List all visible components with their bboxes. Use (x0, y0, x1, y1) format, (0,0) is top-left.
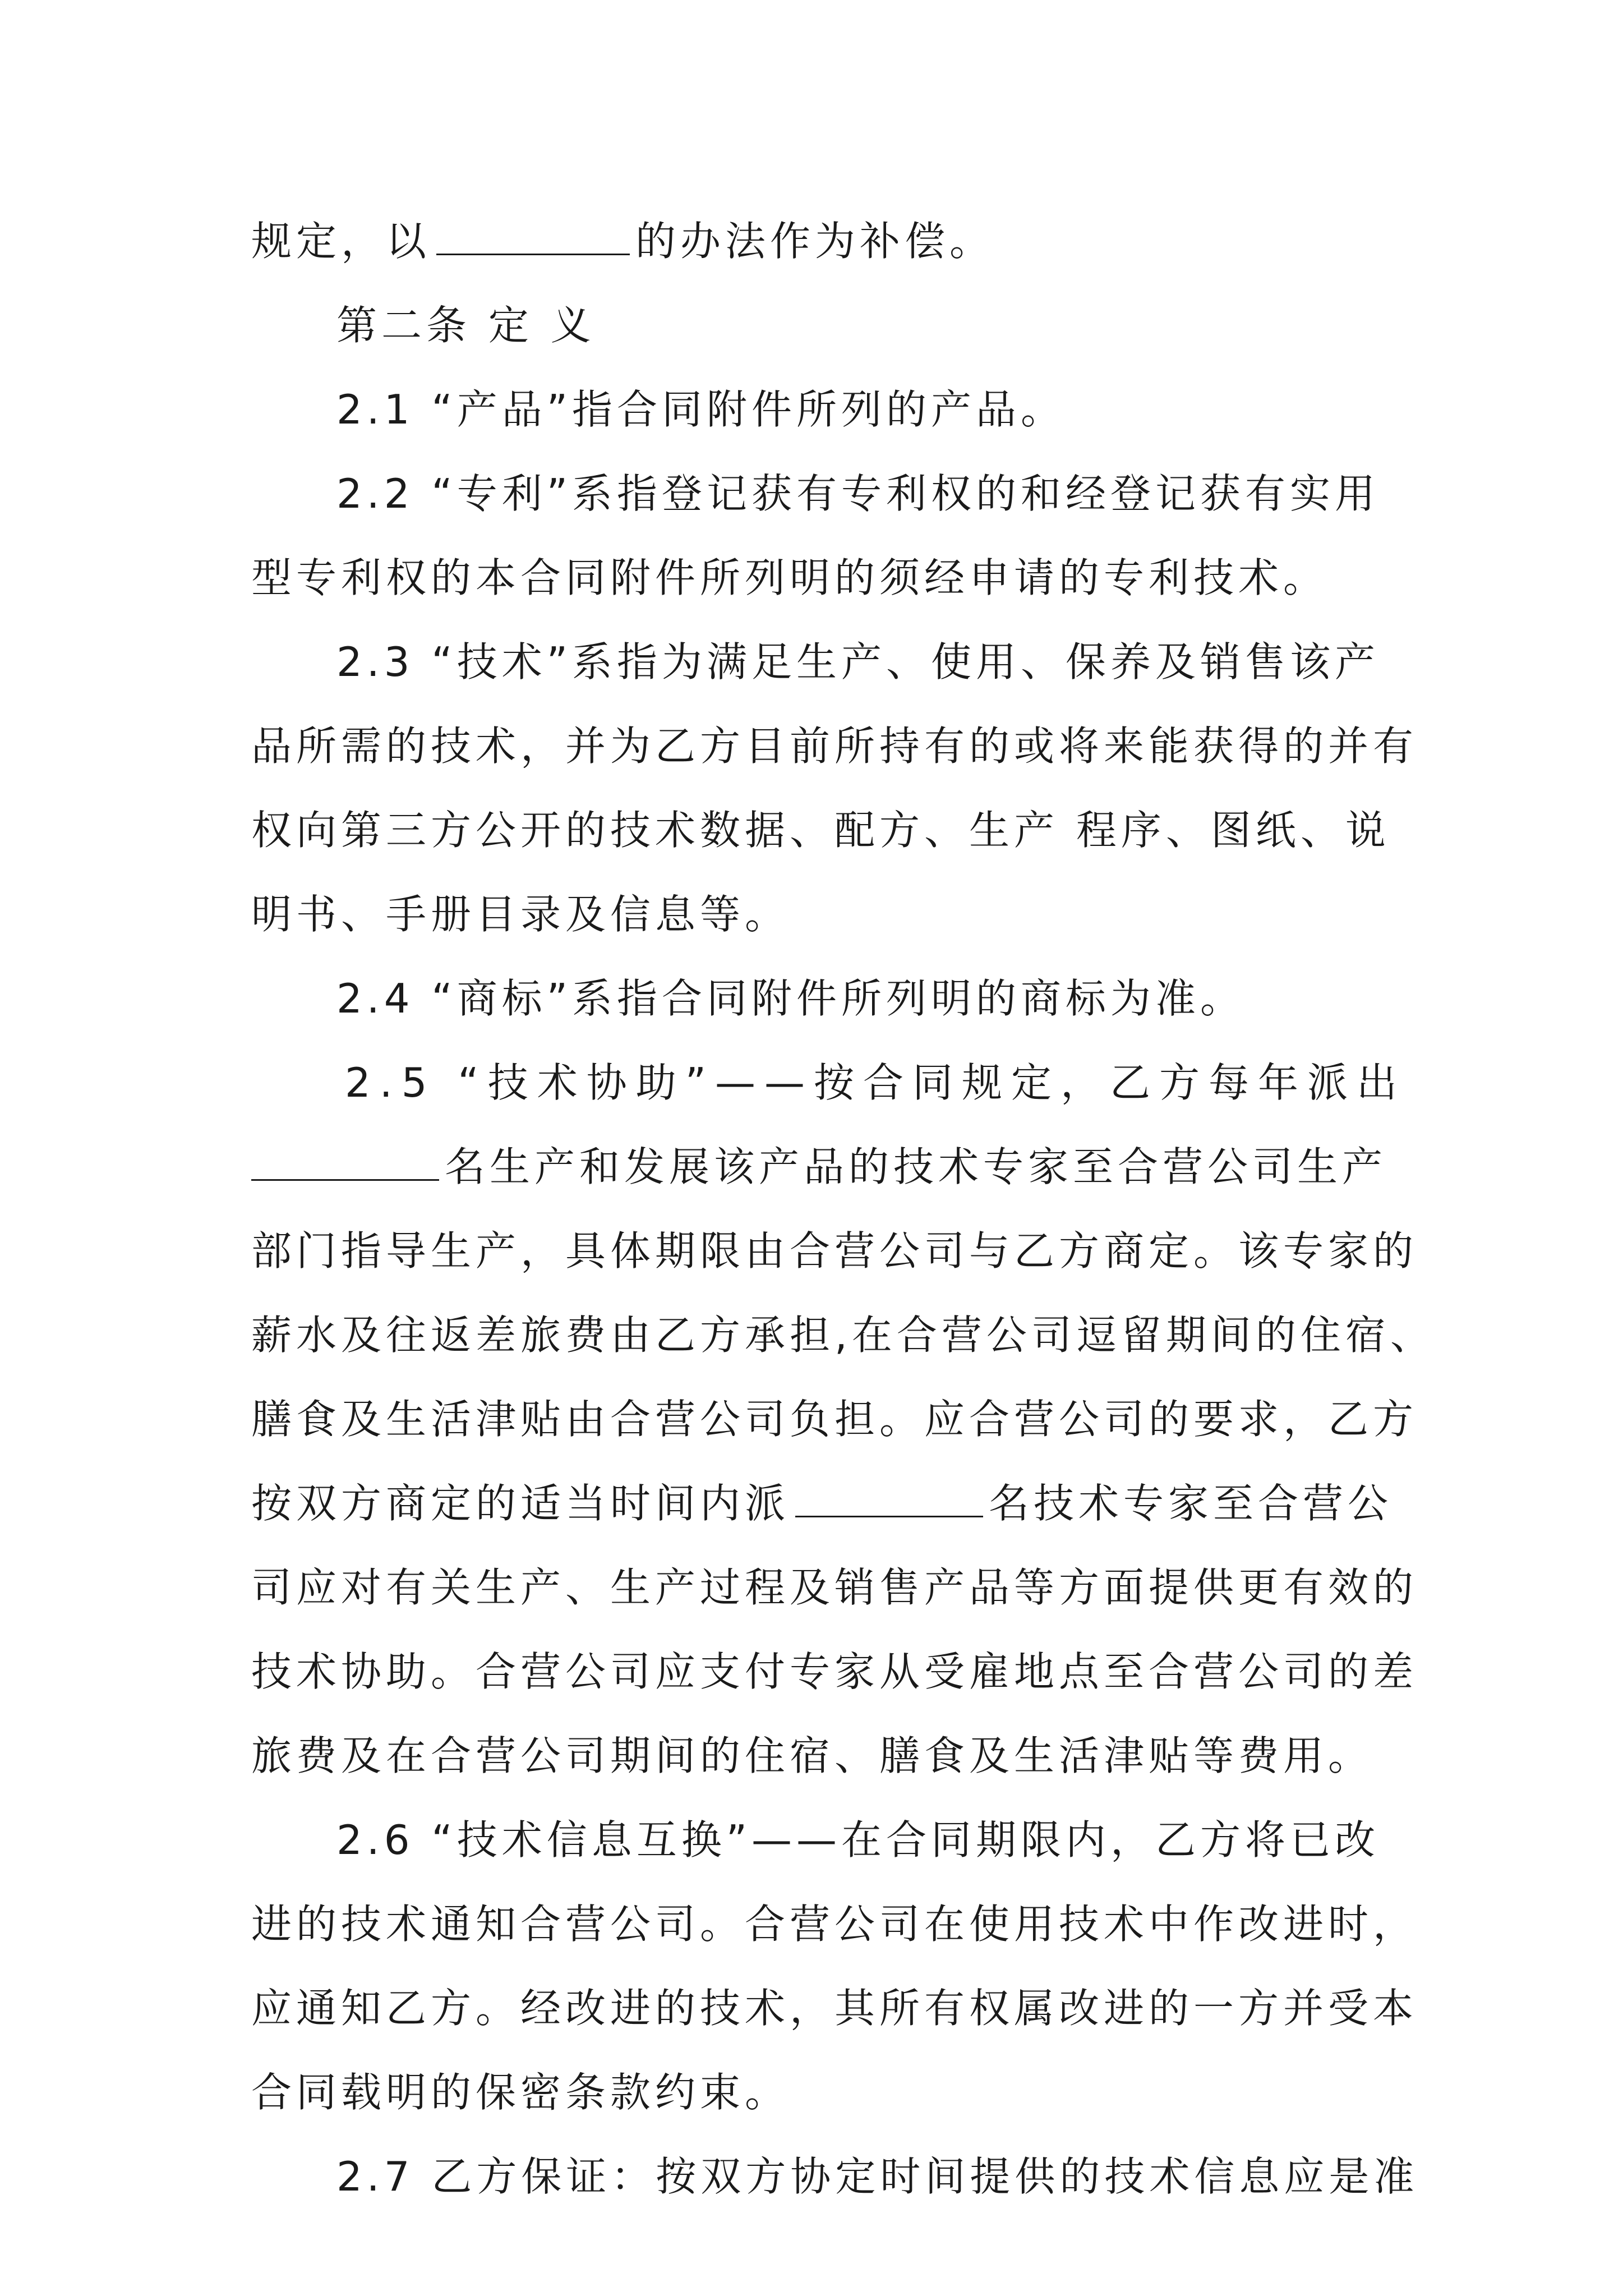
text-line (251, 1136, 1395, 1198)
text-line: 2.5 “技术协助”——按合同规定，乙方每年派出 (345, 1059, 1406, 1106)
fill-blank (436, 220, 630, 255)
text-line: 2.4 “商标”系指合同附件所列明的商标为准。 (336, 975, 1245, 1022)
text-line: 型专利权的本合同附件所列明的须经申请的专利技术。 (251, 554, 1329, 601)
fill-blank (795, 1482, 983, 1517)
text-line: 2.3 “技术”系指为满足生产、使用、保养及销售该产 (336, 638, 1380, 685)
text-line: 合同载明的保密条款约束。 (251, 2069, 790, 2116)
text-line: 技术协助。合营公司应支付专家从受雇地点至合营公司的差 (251, 1648, 1418, 1695)
text-line: 进的技术通知合营公司。合营公司在使用技术中作改进时， (251, 1901, 1418, 1948)
text-line: 应通知乙方。经改进的技术，其所有权属改进的一方并受本 (251, 1985, 1418, 2032)
text-line (251, 210, 1395, 272)
section-heading: 第二条 定 义 (336, 302, 596, 349)
text-line: 2.6 “技术信息互换”——在合同期限内，乙方将已改 (336, 1816, 1380, 1864)
text-line (251, 1473, 1395, 1534)
text-segment: 的办法作为补偿。 (635, 218, 995, 265)
text-line: 旅费及在合营公司期间的住宿、膳食及生活津贴等费用。 (251, 1732, 1373, 1779)
text-segment: 按双方商定的适当时间内派 (251, 1480, 790, 1527)
text-line: 2.2 “专利”系指登记获有专利权的和经登记获有实用 (336, 470, 1380, 517)
text-line: 2.1 “产品”指合同附件所列的产品。 (336, 386, 1066, 433)
fill-blank (251, 1145, 439, 1181)
text-segment: 名生产和发展该产品的技术专家至合营公司生产 (445, 1143, 1387, 1190)
text-line: 膳食及生活津贴由合营公司负担。应合营公司的要求，乙方 (251, 1396, 1418, 1443)
text-line: 品所需的技术，并为乙方目前所持有的或将来能获得的并有 (251, 723, 1418, 770)
text-segment: 规定，以 (251, 218, 431, 265)
text-line: 司应对有关生产、生产过程及销售产品等方面提供更有效的 (251, 1564, 1418, 1611)
text-line: 明书、手册目录及信息等。 (251, 891, 790, 938)
text-line: 2.7 乙方保证：按双方协定时间提供的技术信息应是准 (336, 2153, 1419, 2200)
text-line: 权向第三方公开的技术数据、配方、生产 程序、图纸、说 (251, 807, 1390, 854)
text-line: 薪水及往返差旅费由乙方承担,在合营公司逗留期间的住宿、 (251, 1312, 1435, 1359)
text-segment: 名技术专家至合营公 (989, 1480, 1393, 1527)
text-line: 部门指导生产，具体期限由合营公司与乙方商定。该专家的 (251, 1227, 1418, 1274)
